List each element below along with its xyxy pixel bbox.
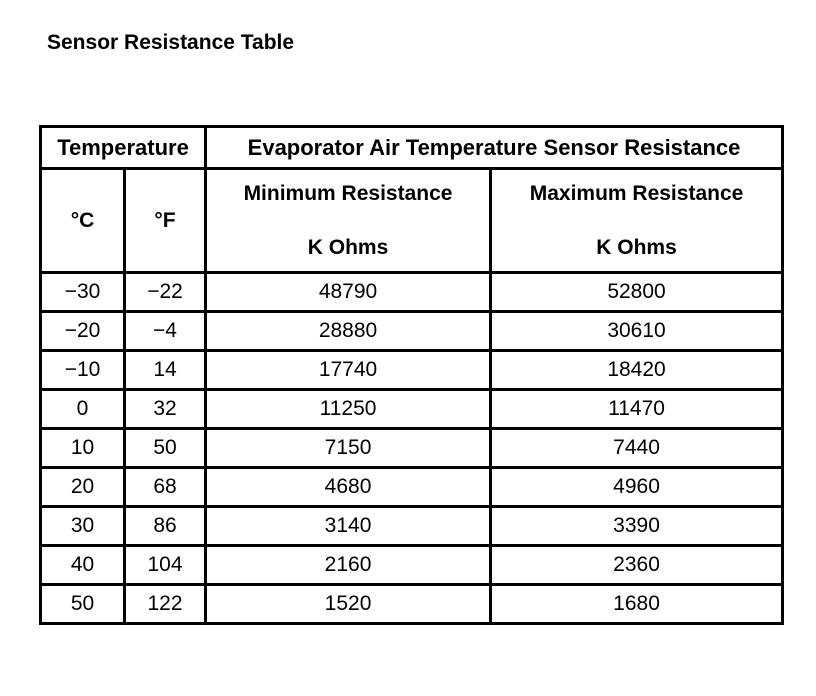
- maximum-resistance-cell: 18420: [491, 351, 783, 390]
- maximum-resistance-cell: 4960: [491, 468, 783, 507]
- minimum-resistance-cell: 1520: [206, 585, 491, 624]
- page-title: Sensor Resistance Table: [47, 31, 295, 54]
- table-row: [41, 585, 783, 624]
- fahrenheit-cell: 32: [125, 390, 206, 429]
- table-row: [41, 390, 783, 429]
- maximum-resistance-cell: 3390: [491, 507, 783, 546]
- minimum-resistance-cell: 48790: [206, 273, 491, 312]
- fahrenheit-cell: −4: [125, 312, 206, 351]
- celsius-cell: 20: [41, 468, 125, 507]
- maximum-resistance-cell: 1680: [491, 585, 783, 624]
- maximum-resistance-cell: 30610: [491, 312, 783, 351]
- table-column-header-row: [41, 169, 783, 273]
- minimum-resistance-cell: 2160: [206, 546, 491, 585]
- celsius-cell: 10: [41, 429, 125, 468]
- minimum-resistance-cell: 7150: [206, 429, 491, 468]
- table-row: [41, 507, 783, 546]
- maximum-resistance-cell: 52800: [491, 273, 783, 312]
- minimum-resistance-cell: 11250: [206, 390, 491, 429]
- fahrenheit-column-header: °F: [125, 169, 206, 273]
- celsius-cell: 30: [41, 507, 125, 546]
- fahrenheit-cell: 122: [125, 585, 206, 624]
- minimum-resistance-cell: 28880: [206, 312, 491, 351]
- maximum-resistance-cell: 7440: [491, 429, 783, 468]
- minimum-resistance-cell: 4680: [206, 468, 491, 507]
- minimum-resistance-cell: 17740: [206, 351, 491, 390]
- fahrenheit-cell: 104: [125, 546, 206, 585]
- celsius-cell: 0: [41, 390, 125, 429]
- temperature-group-header: Temperature: [41, 127, 206, 169]
- table-row: [41, 546, 783, 585]
- table-row: [41, 312, 783, 351]
- table-row: [41, 273, 783, 312]
- minimum-resistance-header: [206, 169, 491, 273]
- sensor-resistance-table: [39, 125, 784, 625]
- table-row: [41, 468, 783, 507]
- minimum-resistance-unit: K Ohms: [307, 235, 389, 259]
- celsius-cell: −10: [41, 351, 125, 390]
- maximum-resistance-label: Maximum Resistance: [529, 181, 744, 205]
- table-group-header-row: [41, 127, 783, 169]
- maximum-resistance-cell: 11470: [491, 390, 783, 429]
- fahrenheit-cell: 86: [125, 507, 206, 546]
- minimum-resistance-cell: 3140: [206, 507, 491, 546]
- celsius-cell: 50: [41, 585, 125, 624]
- maximum-resistance-cell: 2360: [491, 546, 783, 585]
- maximum-resistance-unit: K Ohms: [596, 235, 677, 259]
- table-row: [41, 351, 783, 390]
- minimum-resistance-label: Minimum Resistance: [243, 181, 453, 205]
- celsius-cell: 40: [41, 546, 125, 585]
- table-row: [41, 429, 783, 468]
- fahrenheit-cell: −22: [125, 273, 206, 312]
- fahrenheit-cell: 14: [125, 351, 206, 390]
- resistance-group-header: Evaporator Air Temperature Sensor Resistance: [206, 127, 783, 169]
- fahrenheit-cell: 50: [125, 429, 206, 468]
- maximum-resistance-header: [491, 169, 783, 273]
- celsius-column-header: °C: [41, 169, 125, 273]
- celsius-cell: −20: [41, 312, 125, 351]
- fahrenheit-cell: 68: [125, 468, 206, 507]
- celsius-cell: −30: [41, 273, 125, 312]
